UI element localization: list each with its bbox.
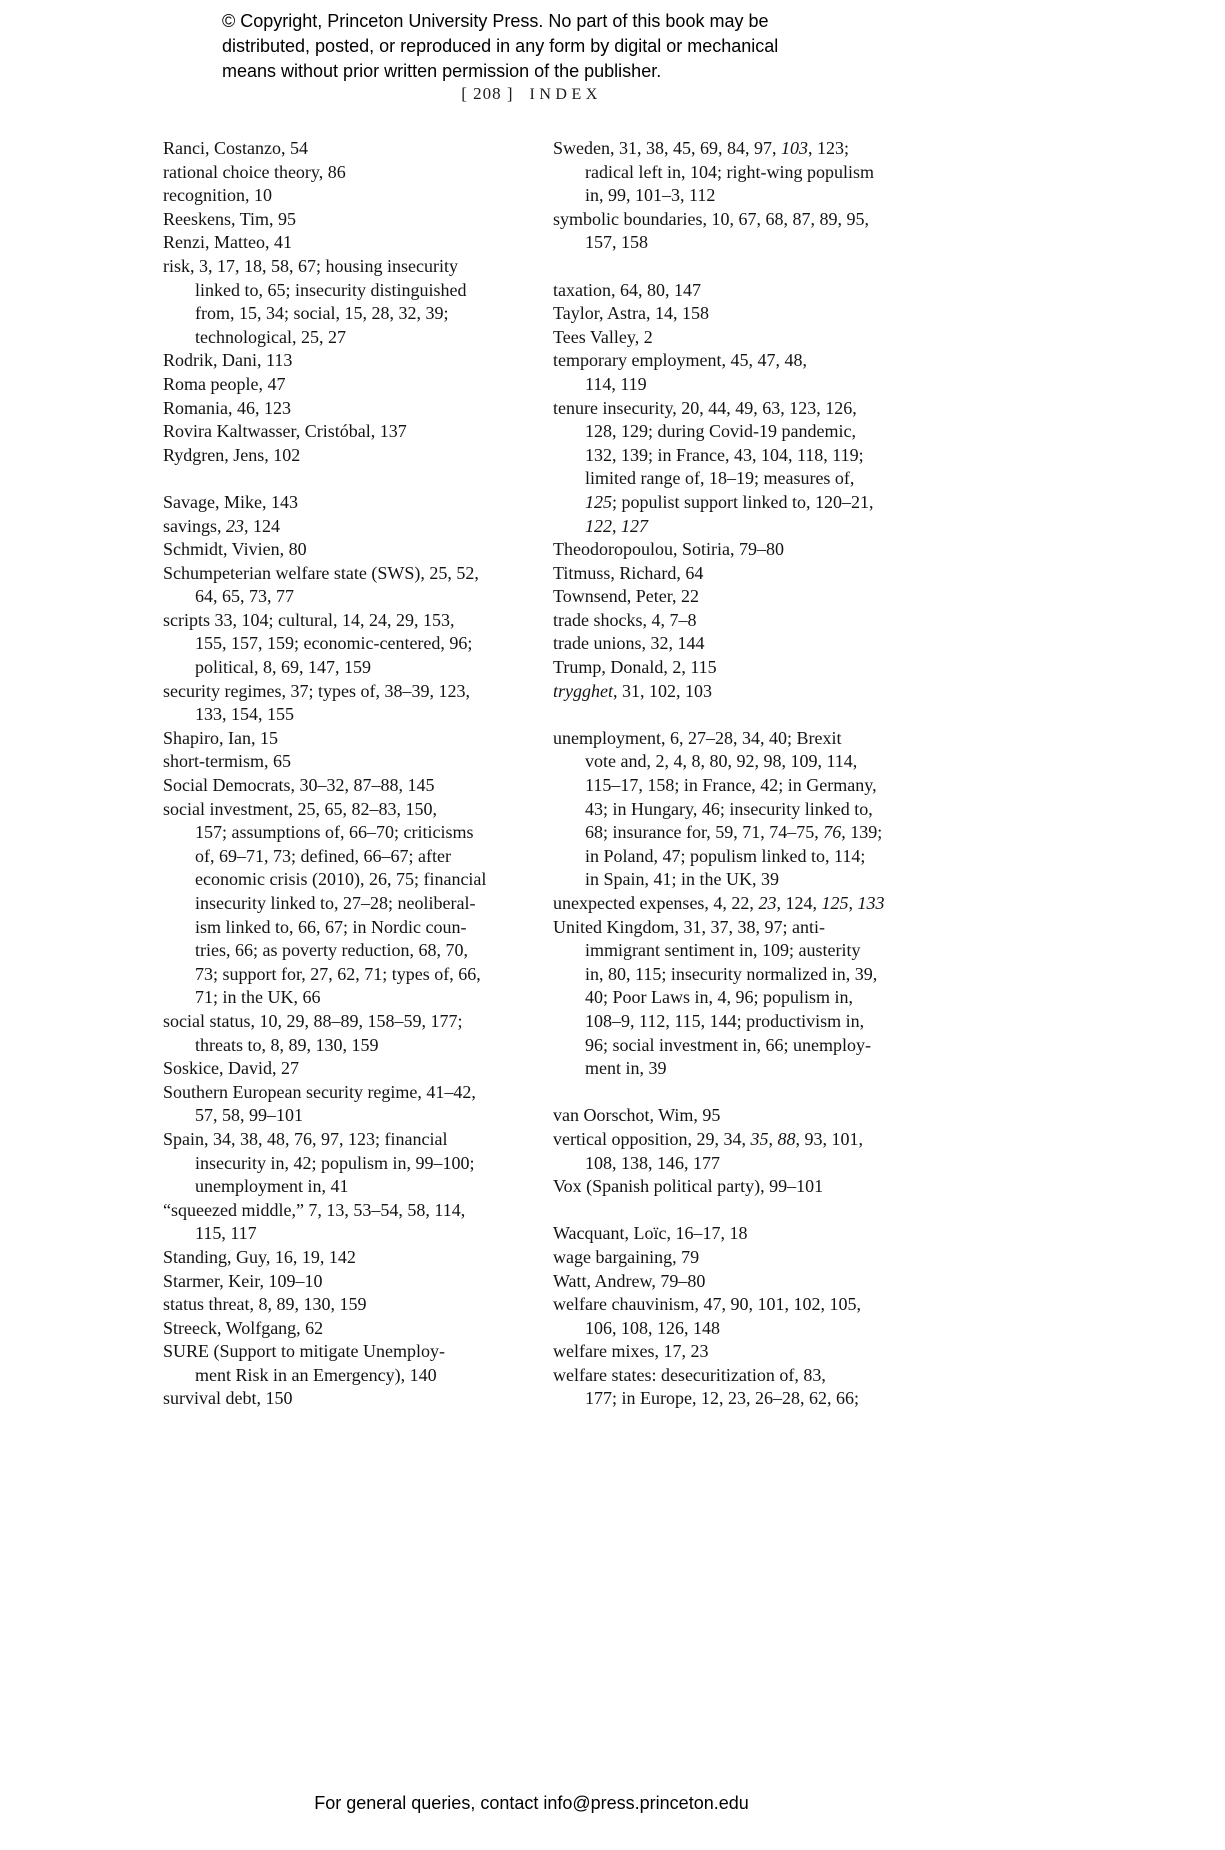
- index-line: in, 99, 101–3, 112: [585, 185, 716, 206]
- index-line: tenure insecurity, 20, 44, 49, 63, 123, 126,: [553, 397, 857, 418]
- index-line: unemployment, 6, 27–28, 34, 40; Brexit: [553, 727, 842, 748]
- index-group: [553, 137, 919, 255]
- index-line: 157; assumptions of, 66–70; criticisms: [195, 822, 474, 843]
- index-entry: [163, 349, 515, 373]
- index-entry: [163, 562, 515, 609]
- index-line: vote and, 2, 4, 8, 80, 92, 98, 109, 114,: [585, 751, 858, 772]
- index-entry: [163, 1057, 515, 1081]
- index-entry: [163, 727, 515, 751]
- index-line: vertical opposition, 29, 34, 35, 88, 93, 101,: [553, 1128, 863, 1149]
- index-line: Standing, Guy, 16, 19, 142: [163, 1246, 356, 1267]
- index-entry: [553, 1175, 919, 1199]
- index-line: limited range of, 18–19; measures of,: [585, 468, 855, 489]
- index-entry: [553, 1222, 919, 1246]
- index-line: United Kingdom, 31, 37, 38, 97; anti-: [553, 916, 825, 937]
- index-line: Wacquant, Loïc, 16–17, 18: [553, 1223, 748, 1244]
- index-line: short-termism, 65: [163, 751, 291, 772]
- index-entry: [553, 397, 919, 539]
- index-line: unemployment in, 41: [195, 1176, 349, 1197]
- index-entry: [163, 184, 515, 208]
- index-line: scripts 33, 104; cultural, 14, 24, 29, 153,: [163, 609, 455, 630]
- index-entry: [553, 538, 919, 562]
- index-entry: [163, 1199, 515, 1246]
- index-entry: [553, 326, 919, 350]
- index-line: 106, 108, 126, 148: [585, 1317, 720, 1338]
- page-header: [163, 84, 900, 104]
- index-line: 73; support for, 27, 62, 71; types of, 66,: [195, 963, 481, 984]
- index-line: insecurity linked to, 27–28; neoliberal-: [195, 893, 476, 913]
- index-line: unexpected expenses, 4, 22, 23, 124, 125, 133: [553, 893, 885, 913]
- index-line: 108, 138, 146, 177: [585, 1152, 720, 1173]
- index-entry: [553, 916, 919, 1081]
- index-line: Romania, 46, 123: [163, 397, 291, 418]
- index-entry: [163, 1081, 515, 1128]
- index-line: Rodrik, Dani, 113: [163, 350, 293, 371]
- index-entry: [553, 349, 919, 396]
- index-entry: [163, 444, 515, 468]
- index-line: welfare mixes, 17, 23: [553, 1341, 709, 1362]
- index-line: Vox (Spanish political party), 99–101: [553, 1176, 824, 1197]
- index-line: Watt, Andrew, 79–80: [553, 1270, 706, 1291]
- index-line: technological, 25, 27: [195, 326, 346, 347]
- index-line: political, 8, 69, 147, 159: [195, 657, 371, 678]
- index-line: “squeezed middle,” 7, 13, 53–54, 58, 114,: [163, 1199, 466, 1220]
- index-line: risk, 3, 17, 18, 58, 67; housing insecurity: [163, 255, 458, 276]
- index-line: welfare chauvinism, 47, 90, 101, 102, 105,: [553, 1294, 861, 1315]
- index-line: radical left in, 104; right-wing populism: [585, 161, 874, 182]
- index-line: Schmidt, Vivien, 80: [163, 539, 307, 560]
- index-group: [553, 727, 919, 1081]
- index-line: ism linked to, 66, 67; in Nordic coun-: [195, 916, 467, 937]
- copyright-line: means without prior written permission of the publisher.: [222, 61, 662, 81]
- index-line: 96; social investment in, 66; unemploy-: [585, 1034, 871, 1055]
- index-line: Taylor, Astra, 14, 158: [553, 303, 709, 324]
- index-entry: [163, 397, 515, 421]
- index-line: Rovira Kaltwasser, Cristóbal, 137: [163, 421, 407, 442]
- index-entry: [163, 774, 515, 798]
- index-line: 71; in the UK, 66: [195, 987, 321, 1008]
- index-line: wage bargaining, 79: [553, 1246, 700, 1267]
- index-line: 157, 158: [585, 232, 648, 253]
- index-line: Schumpeterian welfare state (SWS), 25, 52,: [163, 562, 479, 583]
- copyright-notice: [222, 9, 778, 84]
- index-line: Soskice, David, 27: [163, 1058, 299, 1079]
- index-line: Reeskens, Tim, 95: [163, 208, 297, 229]
- index-line: 132, 139; in France, 43, 104, 118, 119;: [585, 444, 864, 465]
- index-line: in Poland, 47; populism linked to, 114;: [585, 845, 866, 866]
- index-line: temporary employment, 45, 47, 48,: [553, 350, 807, 371]
- index-line: of, 69–71, 73; defined, 66–67; after: [195, 845, 451, 866]
- index-entry: [553, 585, 919, 609]
- index-line: Tees Valley, 2: [553, 326, 653, 347]
- index-line: 122, 127: [585, 515, 648, 536]
- index-line: 114, 119: [585, 373, 647, 394]
- index-line: status threat, 8, 89, 130, 159: [163, 1294, 367, 1315]
- footer-contact-line: For general queries, contact info@press.princeton.edu: [314, 1793, 749, 1813]
- index-entry: [553, 656, 919, 680]
- index-entry: [163, 1387, 515, 1411]
- index-line: 40; Poor Laws in, 4, 96; populism in,: [585, 987, 854, 1008]
- index-line: linked to, 65; insecurity distinguished: [195, 279, 467, 300]
- index-line: tries, 66; as poverty reduction, 68, 70,: [195, 940, 468, 961]
- index-group: [553, 1104, 919, 1198]
- index-line: rational choice theory, 86: [163, 161, 346, 182]
- index-entry: [163, 255, 515, 349]
- index-line: 57, 58, 99–101: [195, 1105, 303, 1126]
- index-line: social status, 10, 29, 88–89, 158–59, 177;: [163, 1010, 463, 1031]
- index-line: SURE (Support to mitigate Unemploy-: [163, 1341, 445, 1362]
- index-line: 115–17, 158; in France, 42; in Germany,: [585, 775, 877, 796]
- index-line: Titmuss, Richard, 64: [553, 562, 704, 583]
- index-entry: [553, 1364, 919, 1411]
- index-heading: INDEX: [529, 86, 602, 103]
- index-entry: [163, 1270, 515, 1294]
- index-line: economic crisis (2010), 26, 75; financial: [195, 869, 487, 890]
- index-line: threats to, 8, 89, 130, 159: [195, 1034, 379, 1055]
- index-entry: [553, 1340, 919, 1364]
- index-entry: [553, 609, 919, 633]
- index-line: social investment, 25, 65, 82–83, 150,: [163, 798, 437, 819]
- index-entry: [163, 750, 515, 774]
- index-line: trade unions, 32, 144: [553, 633, 705, 654]
- index-entry: [163, 373, 515, 397]
- index-entry: [163, 1010, 515, 1057]
- index-line: symbolic boundaries, 10, 67, 68, 87, 89, 95,: [553, 208, 869, 229]
- index-entry: [553, 1270, 919, 1294]
- index-entry: [553, 208, 919, 255]
- index-line: Roma people, 47: [163, 373, 286, 394]
- index-group: [553, 279, 919, 704]
- index-entry: [163, 1317, 515, 1341]
- index-line: 177; in Europe, 12, 23, 26–28, 62, 66;: [585, 1388, 859, 1409]
- index-line: 43; in Hungary, 46; insecurity linked to,: [585, 798, 873, 819]
- index-line: trygghet, 31, 102, 103: [553, 680, 712, 701]
- index-line: Southern European security regime, 41–42,: [163, 1081, 476, 1102]
- index-column-left: [163, 137, 515, 1411]
- index-line: ment in, 39: [585, 1058, 667, 1079]
- index-line: 155, 157, 159; economic-centered, 96;: [195, 633, 473, 654]
- index-entry: [163, 491, 515, 515]
- index-column-right: [553, 137, 919, 1411]
- index-line: from, 15, 34; social, 15, 28, 32, 39;: [195, 303, 449, 324]
- index-entry: [553, 562, 919, 586]
- index-entry: [553, 680, 919, 704]
- index-entry: [163, 680, 515, 727]
- index-entry: [553, 1293, 919, 1340]
- index-entry: [553, 727, 919, 892]
- index-group: [163, 491, 515, 1411]
- index-line: Sweden, 31, 38, 45, 69, 84, 97, 103, 123;: [553, 138, 850, 158]
- index-entry: [163, 1340, 515, 1387]
- index-line: 133, 154, 155: [195, 704, 294, 725]
- index-line: Streeck, Wolfgang, 62: [163, 1317, 324, 1338]
- index-entry: [163, 1293, 515, 1317]
- copyright-line: © Copyright, Princeton University Press. No part of this book may be: [222, 11, 769, 31]
- index-line: Ranci, Costanzo, 54: [163, 138, 308, 158]
- index-entry: [163, 208, 515, 232]
- index-line: 64, 65, 73, 77: [195, 586, 294, 607]
- index-line: Starmer, Keir, 109–10: [163, 1270, 323, 1291]
- index-line: Trump, Donald, 2, 115: [553, 657, 717, 678]
- index-line: in Spain, 41; in the UK, 39: [585, 869, 779, 890]
- index-entry: [163, 161, 515, 185]
- index-entry: [163, 538, 515, 562]
- index-entry: [163, 137, 515, 161]
- index-entry: [553, 137, 919, 208]
- index-line: immigrant sentiment in, 109; austerity: [585, 940, 861, 961]
- index-entry: [163, 609, 515, 680]
- index-entry: [553, 1128, 919, 1175]
- index-entry: [163, 798, 515, 1010]
- index-line: 115, 117: [195, 1223, 257, 1244]
- index-line: Townsend, Peter, 22: [553, 586, 699, 607]
- index-entry: [553, 279, 919, 303]
- index-entry: [553, 632, 919, 656]
- index-line: survival debt, 150: [163, 1388, 293, 1409]
- index-line: 125; populist support linked to, 120–21,: [585, 491, 874, 512]
- index-line: Social Democrats, 30–32, 87–88, 145: [163, 775, 435, 796]
- index-line: Renzi, Matteo, 41: [163, 232, 292, 253]
- index-line: taxation, 64, 80, 147: [553, 279, 701, 300]
- index-line: security regimes, 37; types of, 38–39, 123,: [163, 680, 470, 701]
- index-line: Theodoropoulou, Sotiria, 79–80: [553, 539, 784, 560]
- index-entry: [163, 420, 515, 444]
- index-group: [163, 137, 515, 467]
- index-line: welfare states: desecuritization of, 83,: [553, 1364, 826, 1385]
- index-entry: [163, 231, 515, 255]
- index-entry: [163, 1128, 515, 1199]
- index-line: trade shocks, 4, 7–8: [553, 609, 697, 630]
- index-line: Spain, 34, 38, 48, 76, 97, 123; financial: [163, 1128, 448, 1149]
- index-line: van Oorschot, Wim, 95: [553, 1105, 721, 1126]
- index-entry: [163, 1246, 515, 1270]
- index-line: 128, 129; during Covid-19 pandemic,: [585, 421, 856, 442]
- index-line: Rydgren, Jens, 102: [163, 444, 301, 465]
- index-line: in, 80, 115; insecurity normalized in, 39,: [585, 963, 878, 984]
- copyright-line: distributed, posted, or reproduced in any form by digital or mechanical: [222, 36, 779, 56]
- index-entry: [553, 302, 919, 326]
- index-line: Savage, Mike, 143: [163, 491, 298, 512]
- index-line: savings, 23, 124: [163, 515, 280, 536]
- index-entry: [553, 892, 919, 916]
- page-number: [ 208 ]: [461, 84, 514, 103]
- index-group: [553, 1222, 919, 1411]
- index-line: 68; insurance for, 59, 71, 74–75, 76, 139;: [585, 822, 883, 843]
- index-line: Shapiro, Ian, 15: [163, 727, 278, 748]
- index-entry: [553, 1104, 919, 1128]
- index-line: recognition, 10: [163, 185, 272, 206]
- index-entry: [163, 515, 515, 539]
- index-line: insecurity in, 42; populism in, 99–100;: [195, 1152, 475, 1173]
- index-line: 108–9, 112, 115, 144; productivism in,: [585, 1010, 865, 1031]
- index-line: ment Risk in an Emergency), 140: [195, 1364, 437, 1385]
- index-entry: [553, 1246, 919, 1270]
